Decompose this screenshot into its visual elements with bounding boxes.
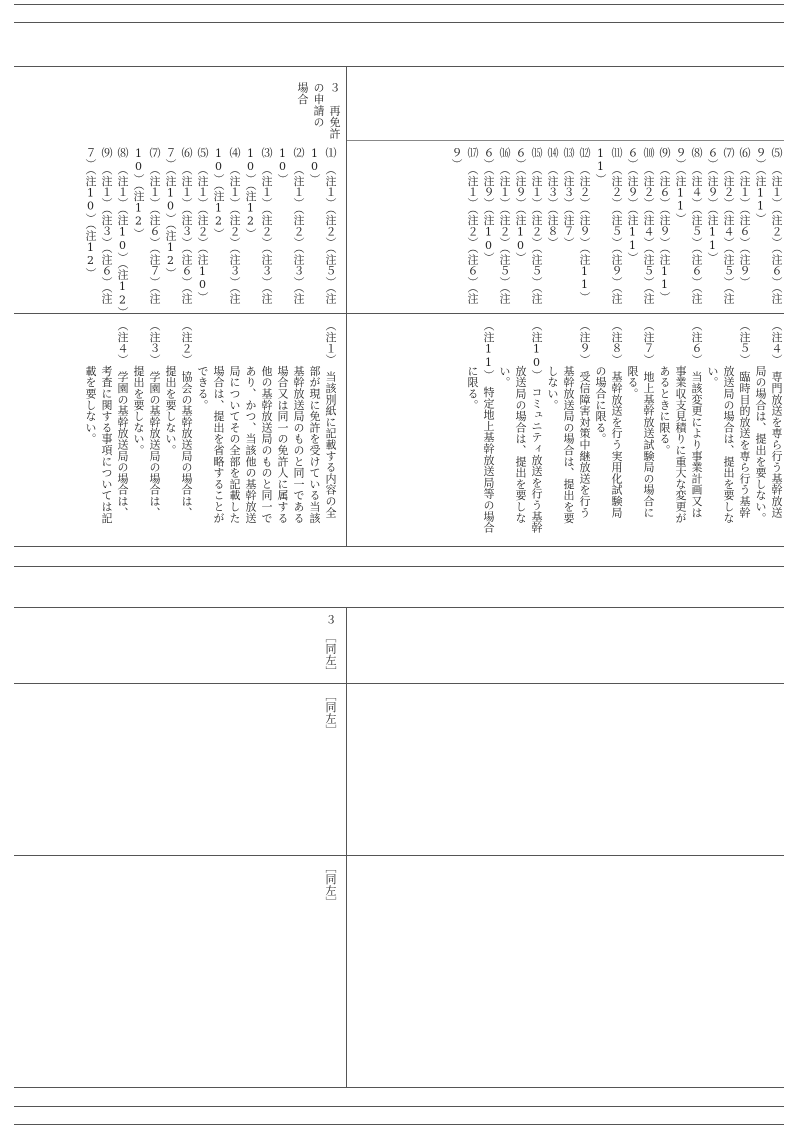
- rule-mid: [14, 566, 784, 567]
- lower-table-bottom: [14, 1087, 784, 1088]
- upper-table-col-divider: [346, 66, 347, 546]
- lower-table-top: [14, 607, 784, 608]
- top-border: [14, 4, 784, 5]
- notes-upper-list: （注４） 専門放送を専ら行う基幹放送 局の場合は、提出を要しない。 （注５） 臨時目的放送を専ら行う基幹 放送局の場合は、提出を要しな い。 （注６） 当該変更により事業計画又は 事業収支見積りに重大な変更が あるときに限る。 （注７） 地上基幹放送試験局の場合に 限る。 （注８） 基幹放送を行う実用化試験局 の場合に限る。 （注９） 受信障害対策中継放送を行う 基幹放送局の場合は、提出を要 しない。 （注10） コミュニティ放送を行う基幹 放送局の場合は、提出を要しな い。 （注11） 特定地上基幹放送局等の場合 に限る。: [466, 320, 783, 534]
- codes-lower-list: ⑴ （注１）（注２）（注５）（注 10） ⑵ （注１）（注２）（注３）（注 10） ⑶ （注１）（注２）（注３）（注 10）（注12） ⑷ （注１）（注２）（注３）（注 10）（注12） ⑸ （注１）（注２）（注10） ⑹ （注１）（注３）（注６）（注 ７）（注10）（注12） ⑺ （注１）（注６）（注７）（注 10）（注12） ⑻ （注１）（注10）（注12） ⑼ （注１）（注３）（注６）（注 ７）（注10）（注12）: [84, 147, 337, 318]
- lower-row-divider-2: [14, 855, 784, 856]
- rule-bottom: [14, 1106, 784, 1107]
- same-as-left-1: ［同左］: [324, 690, 337, 736]
- bottom-border: [14, 1124, 784, 1125]
- upper-table-header-bottom: [346, 140, 784, 141]
- lower-table-col-divider: [346, 607, 347, 1087]
- rule-1: [14, 22, 784, 23]
- notes-lower-list: （注１） 当該別紙に記載する内容の全 部が現に免許を受けている当該 基幹放送局のものと同一である 場合又は同一の免許人に属する 他の基幹放送局のものと同一で あり、かつ、当該他の基幹放送 局についてその全部を記載した 場合は、提出を省略することが できる。 （注２） 協会の基幹放送局の場合は、 提出を要しない。 （注３） 学園の基幹放送局の場合は、 提出を要しない。 （注４） 学園の基幹放送局の場合は、 考査に関する事項については記 載を要しない。: [84, 320, 337, 524]
- lower-row-label: ３ ［同左］: [324, 614, 337, 678]
- codes-upper-list: ⑸ （注１）（注２）（注６）（注 ９）（注11） ⑹ （注１）（注６）（注９） ⑺ （注２）（注４）（注５）（注 ６）（注９）（注11） ⑻ （注４）（注５）（注６）（注 ９）（注11） ⑼ （注６）（注９）（注11） ⑽ （注２）（注４）（注５）（注 ６）（注９）（注11） ⑾ （注２）（注５）（注９）（注 11） ⑿ （注２）（注９）（注11） ⒀ （注３）（注７） ⒁ （注３）（注８） ⒂ （注１）（注２）（注５）（注 ６）（注９）（注10） ⒃ （注１）（注２）（注５）（注 ６）（注９）（注10） ⒄ （注１）（注２）（注６）（注 ９）: [450, 147, 783, 305]
- lower-row-divider-1: [14, 683, 784, 684]
- upper-table-top: [14, 66, 784, 67]
- upper-table-bottom: [14, 546, 784, 547]
- upper-header-label: ３ 再免許 の申請の 場合: [296, 82, 341, 140]
- same-as-left-2: ［同左］: [324, 862, 337, 908]
